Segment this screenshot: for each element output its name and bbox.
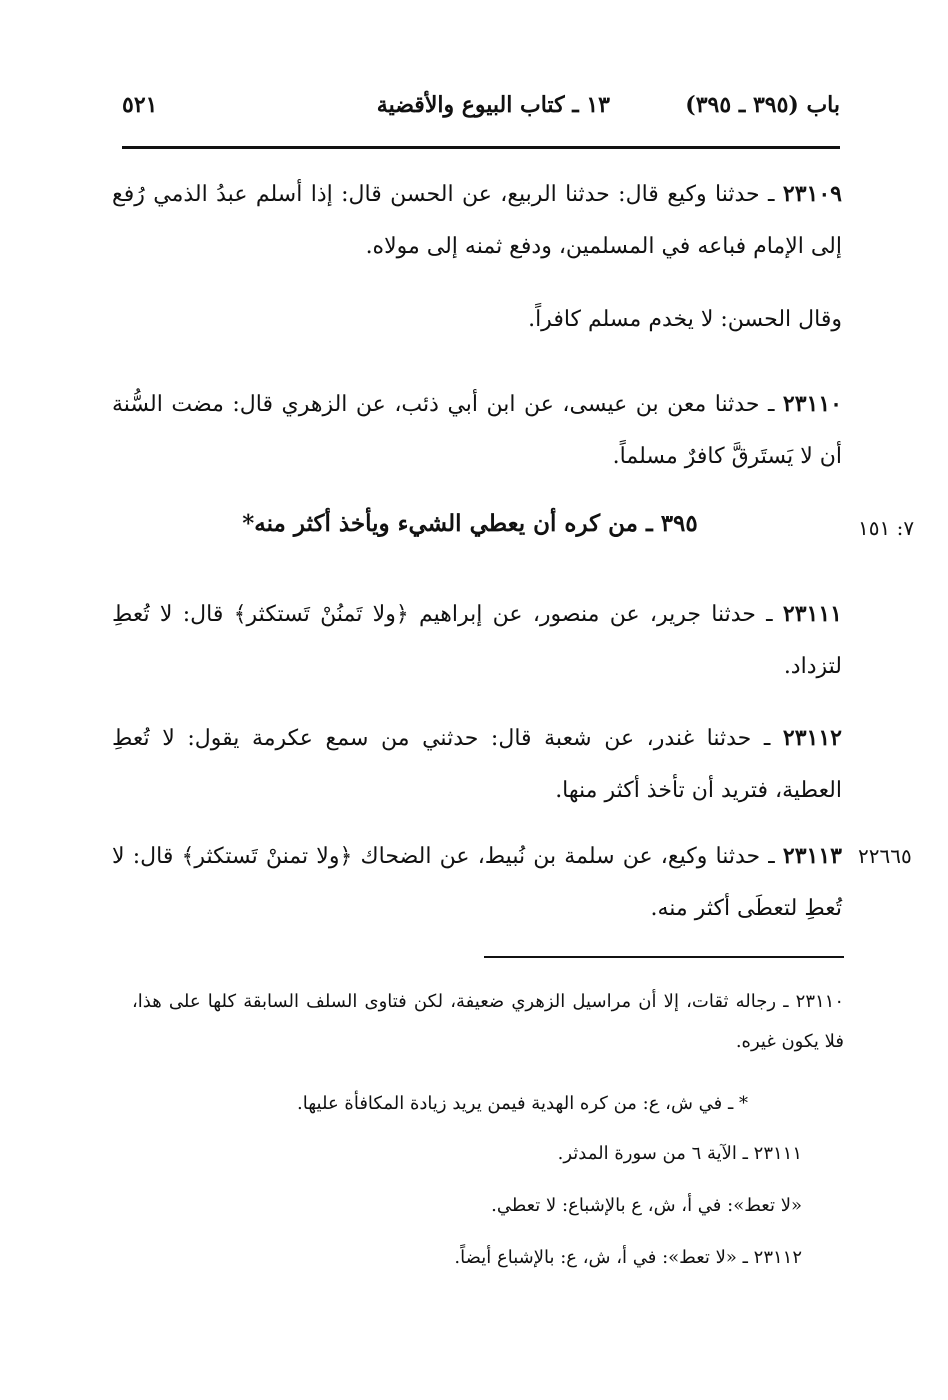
hadith-23112 bbox=[112, 712, 842, 817]
hadith-number: ٢٣١١٣ bbox=[782, 843, 842, 869]
footnote: ٢٣١١١ ـ الآية ٦ من سورة المدثر. bbox=[557, 1143, 802, 1164]
footnote: ٢٣١١٠ ـ رجاله ثقات، إلا أن مراسيل الزهري ضعيفة، لكن فتاوى السلف السابقة كلها على هذا، فلا يكون غيره. bbox=[132, 991, 844, 1052]
hasan-saying bbox=[112, 294, 842, 346]
hadith-23109 bbox=[112, 168, 842, 273]
hadith-text: وقال الحسن: لا يخدم مسلم كافراً. bbox=[528, 307, 842, 332]
hadith-23113 bbox=[112, 830, 842, 935]
margin-reference: ٢٢٦٦٥ bbox=[858, 844, 912, 868]
hadith-23110 bbox=[112, 378, 842, 483]
hadith-text: ـ حدثنا جرير، عن منصور، عن إبراهيم ﴿ولا تَمنُنْ تَستكثر﴾ قال: لا تُعطِ لتزداد. bbox=[112, 602, 842, 679]
hadith-number: ٢٣١٠٩ bbox=[782, 181, 842, 207]
footnote: * ـ في ش، ع: من كره الهدية فيمن يريد زيادة المكافأة عليها. bbox=[297, 1093, 748, 1114]
header-titles bbox=[377, 92, 840, 118]
hadith-text: ـ حدثنا غندر، عن شعبة قال: حدثني من سمع عكرمة يقول: لا تُعطِ العطية، فتريد أن تأخذ أكثر منها. bbox=[112, 726, 842, 803]
hadith-number: ٢٣١١٢ bbox=[782, 725, 842, 751]
chapter-heading: ٣٩٥ ـ من كره أن يعطي الشيء ويأخذ أكثر منه* bbox=[242, 510, 698, 537]
hadith-text: ـ حدثنا معن بن عيسى، عن ابن أبي ذئب، عن الزهري قال: مضت السُّنة أن لا يَستَرقَّ كافرٌ مسلماً. bbox=[112, 392, 842, 469]
page-number: ٥٢١ bbox=[122, 92, 158, 118]
running-header bbox=[122, 92, 840, 138]
hadith-number: ٢٣١١٠ bbox=[782, 391, 842, 417]
margin-reference: ٧: ١٥١ bbox=[858, 516, 915, 540]
hadith-number: ٢٣١١١ bbox=[782, 601, 842, 627]
header-section: باب (٣٩٥ ـ ٣٩٥) bbox=[685, 92, 840, 118]
hadith-text: ـ حدثنا وكيع قال: حدثنا الربيع، عن الحسن قال: إذا أسلم عبدُ الذمي رُفع إلى الإمام فباعه في المسلمين، ودفع ثمنه إلى مولاه. bbox=[112, 182, 842, 259]
hadith-text: ـ حدثنا وكيع، عن سلمة بن نُبيط، عن الضحاك ﴿ولا تمننْ تَستكثر﴾ قال: لا تُعطِ لتعطَى أكثر منه. bbox=[112, 844, 842, 921]
footnote: ٢٣١١٢ ـ «لا تعط»: في أ، ش، ع: بالإشباع أيضاً. bbox=[454, 1247, 802, 1268]
header-book-title: ١٣ ـ كتاب البيوع والأقضية bbox=[376, 92, 610, 118]
footnote: «لا تعط»: في أ، ش، ع بالإشباع: لا تعطي. bbox=[491, 1195, 802, 1216]
header-divider bbox=[122, 146, 840, 149]
footnote-divider bbox=[484, 956, 844, 958]
hadith-23111 bbox=[112, 588, 842, 693]
